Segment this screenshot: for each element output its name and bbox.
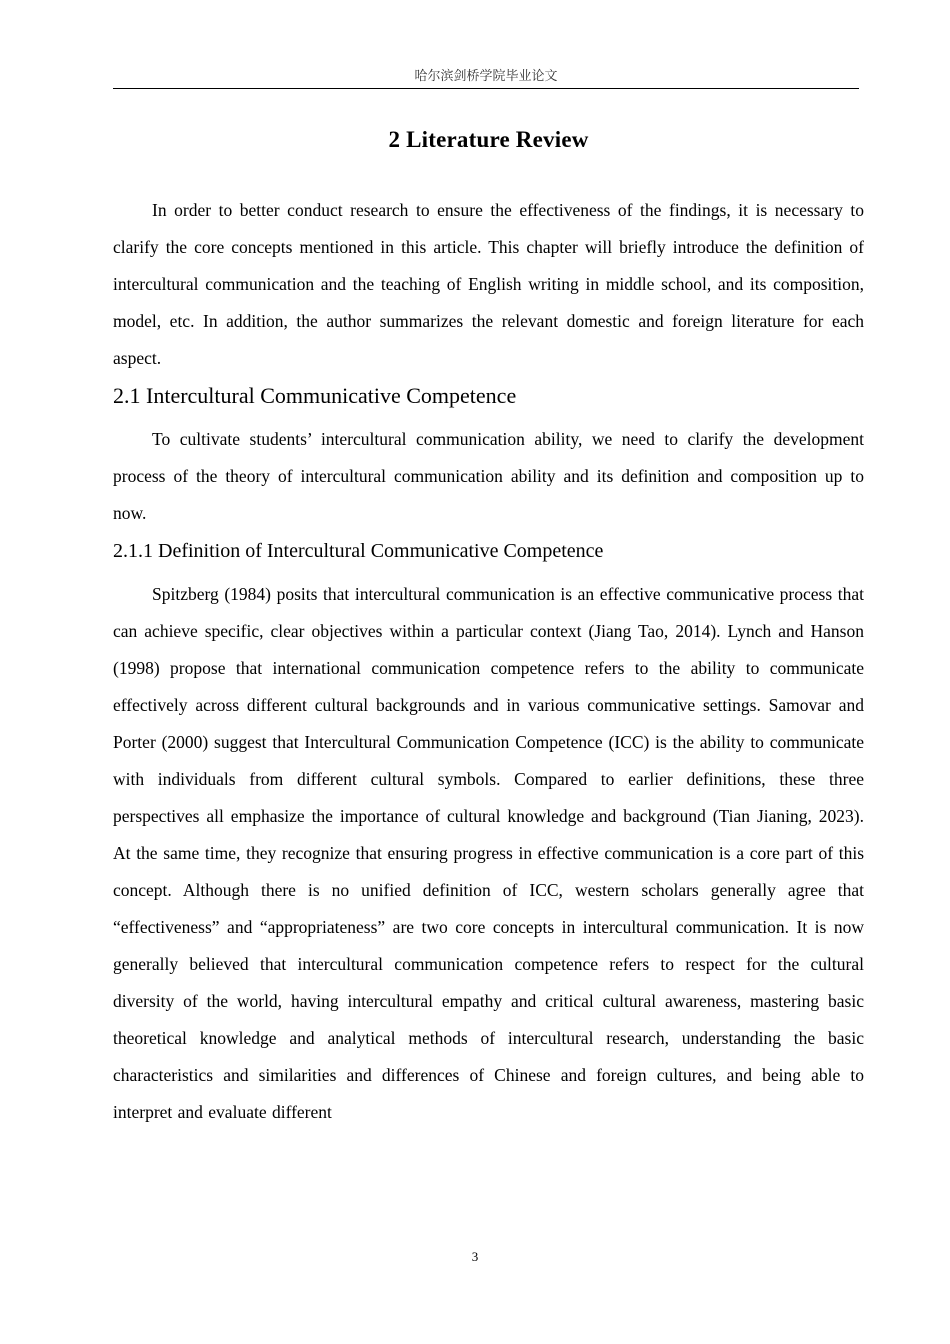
chapter-title: 2 Literature Review <box>388 127 589 152</box>
section-heading-2-1-1: 2.1.1 Definition of Intercultural Communicative Competence <box>113 540 604 562</box>
running-header: 哈尔滨剑桥学院毕业论文 <box>414 68 558 83</box>
page-content <box>113 120 864 1131</box>
page-number: 3 <box>471 1249 479 1264</box>
section-heading-2-1: 2.1 Intercultural Communicative Competence <box>113 383 517 408</box>
section-2-1-1-paragraph: Spitzberg (1984) posits that intercultural communication is an effective communicative process that can achieve specific, clear objectives within a particular context (Jiang Tao, 2014). Lynch and Hanson (1998) propose that international communication competence refers to the ability to communicate effectively across different cultural backgrounds and in various communicative settings. Samovar and Porter (2000) suggest that Intercultural Communication Competence (ICC) is the ability to communicate with individuals from different cultural symbols. Compared to earlier definitions, these three perspectives all emphasize the importance of cultural knowledge and background (Tian Jianing, 2023). At the same time, they recognize that ensuring progress in effective communication is a core part of this concept. Although there is no unified definition of ICC, western scholars generally agree that “effectiveness” and “appropriateness” are two core concepts in intercultural communication. It is now generally believed that intercultural communication competence refers to respect for the cultural diversity of the world, having intercultural empathy and critical cultural awareness, mastering basic theoretical knowledge and analytical methods of intercultural research, understanding the basic characteristics and similarities and differences of Chinese and foreign cultures, and being able to interpret and evaluate different <box>113 584 864 1122</box>
section-2-1-paragraph: To cultivate students’ intercultural communication ability, we need to clarify the development process of the theory of intercultural communication ability and its definition and composition up to now. <box>113 429 864 523</box>
header-rule <box>113 88 859 89</box>
chapter-intro-paragraph: In order to better conduct research to ensure the effectiveness of the findings, it is necessary to clarify the core concepts mentioned in this article. This chapter will briefly introduce the definition of intercultural communication and the teaching of English writing in middle school, and its composition, model, etc. In addition, the author summarizes the relevant domestic and foreign literature for each aspect. <box>113 200 864 368</box>
